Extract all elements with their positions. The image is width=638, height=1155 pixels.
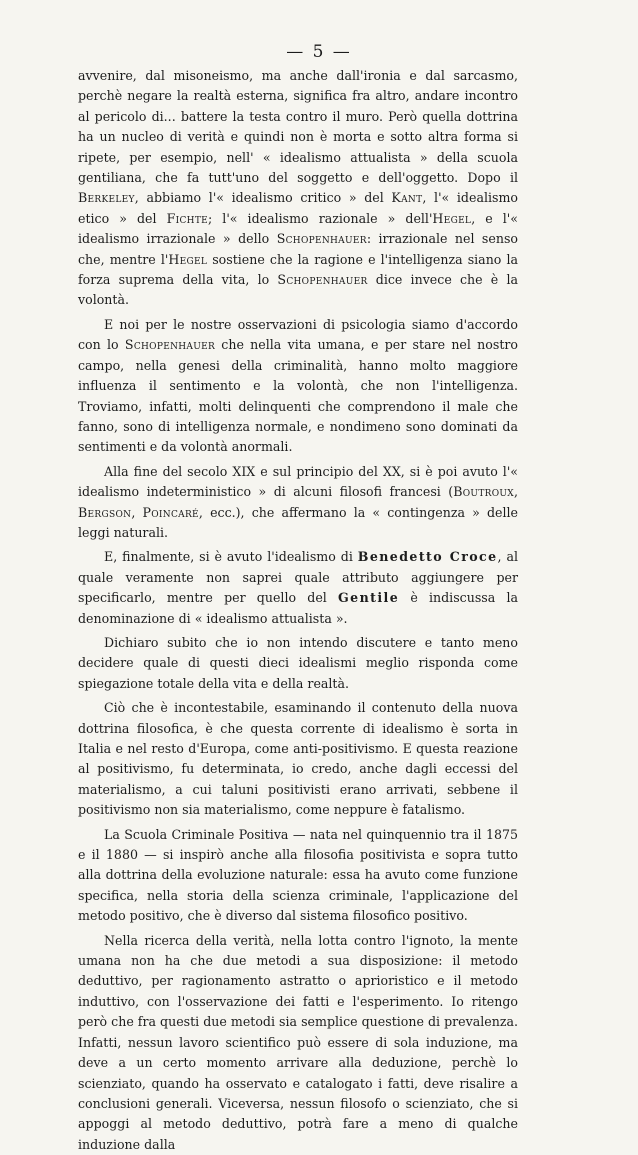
body-text (78, 66, 518, 1155)
text-run: , l'« idealismo etico » del (78, 190, 518, 226)
author-name: Poincaré (142, 504, 199, 520)
text-run: , abbiamo l'« idealismo critico » del (134, 190, 392, 206)
paragraph (78, 698, 518, 820)
author-name: Schopenhauer (276, 231, 367, 247)
paragraph (78, 825, 518, 927)
text-run: avvenire, dal misoneismo, ma anche dall'ironia e dal sarcasmo, perchè negare la realtà esterna, significa fra altro, andare incontro al pericolo di... battere la testa contro il muro. Però quella dottrina ha un nucleo di verità e quindi non è morta e sotto altra forma si ripete, per esempio, nell' « idealismo attualista » della scuola gentiliana, che fa tutt'uno del soggetto e dell'oggetto. Dopo il (78, 68, 518, 186)
text-run: La Scuola Criminale Positiva — nata nel quinquennio tra il 1875 e il 1880 — si inspirò anche alla filosofia positivista e sopra tutto alla dottrina della evoluzione naturale: essa ha avuto come funzione specifica, nella storia della scienza criminale, l'applicazione del metodo positivo, che è diverso dal sistema filosofico positivo. (78, 826, 518, 924)
text-run: , (513, 484, 518, 500)
text-run: ; l'« idealismo razionale » dell' (208, 210, 433, 226)
author-name: Hegel (168, 251, 208, 267)
paragraph (78, 66, 518, 311)
text-run: Alla fine del secolo XIX e sul principio del XX, si è poi avuto l'« idealismo indeterministico » di alcuni filosofi francesi ( (78, 463, 518, 500)
text-run: , e l'« idealismo irrazionale » dello (78, 210, 518, 247)
paragraph (78, 547, 518, 629)
text-run: : irrazionale nel senso che, mentre l' (78, 231, 518, 267)
text-run: , (131, 504, 143, 520)
text-run: Ciò che è incontestabile, esaminando il contenuto della nuova dottrina filosofica, è che questa corrente di idealismo è sorta in Italia e nel resto d'Europa, come anti-positivismo. E questa reazione al positivismo, fu determinata, io credo, anche dagli eccessi del materialismo, a cui taluni positivisti erano arrivati, sebbene il positivismo non sia materialismo, come neppure è fatalismo. (78, 700, 518, 818)
author-name: Boutroux (453, 484, 514, 500)
text-run: che nella vita umana, e per stare nel nostro campo, nella genesi della criminalità, hanno molto maggiore influenza il sentimento e la volontà, che non l'intelligenza. Troviamo, infatti, molti delinquenti che comprendono il male che fanno, sono di intelligenza normale, e nondimeno sono dominati da sentimenti e da volontà anormali. (78, 337, 518, 455)
text-run: Dichiaro subito che io non intendo discutere e tanto meno decidere quale di questi dieci idealismi meglio risponda come spiegazione totale della vita e della realtà. (78, 634, 518, 691)
author-name: Bergson (78, 504, 132, 520)
text-run: E noi per le nostre osservazioni di psicologia siamo d'accordo con lo (78, 316, 518, 353)
author-name: Kant (391, 190, 423, 206)
author-name: Fichte (166, 210, 208, 226)
author-name: Schopenhauer (277, 272, 368, 288)
author-name: Gentile (338, 590, 400, 606)
text-run: sostiene che la ragione e l'intelligenza siano la forza suprema della vita, lo (78, 251, 519, 288)
paragraph (78, 315, 518, 458)
text-run: , ecc.), che affermano la « contingenza » delle leggi naturali. (78, 504, 518, 540)
text-run: Nella ricerca della verità, nella lotta contro l'ignoto, la mente umana non ha che due metodi a sua disposizione: il metodo deduttivo, per ragionamento astratto o aprioristico e il metodo induttivo, con l'osservazione dei fatti e l'esperimento. Io ritengo però che fra questi due metodi sia semplice questione di prevalenza. Infatti, nessun lavoro scientifico può essere di sola induzione, ma deve a un certo momento arrivare alla deduzione, perchè lo scienziato, quando ha osservato e catalogato i fatti, deve risalire a conclusioni generali. Viceversa, nessun filosofo o scienziato, che si appoggi al metodo deduttivo, potrà fare a meno di qualche induzione dalla (78, 932, 518, 1152)
page-number: — 5 — (286, 42, 352, 62)
paragraph (78, 462, 518, 544)
author-name: Hegel (432, 210, 472, 226)
text-run: , al quale veramente non saprei quale attributo aggiungere per specificarlo, mentre per quello del (78, 549, 518, 606)
author-name: Schopenhauer (124, 337, 216, 353)
text-run: dice invece che è la volontà. (78, 272, 519, 308)
author-name: Benedetto Croce (357, 549, 498, 565)
text-run: è indiscussa la denominazione di « idealismo attualista ». (78, 590, 518, 626)
paragraph (78, 633, 518, 694)
text-run: E, finalmente, si è avuto l'idealismo di (104, 549, 358, 565)
paragraph (78, 931, 518, 1155)
author-name: Berkeley (78, 190, 135, 206)
